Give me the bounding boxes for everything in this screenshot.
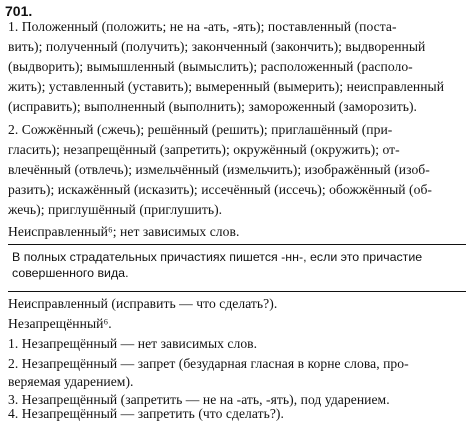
section1-line-2: вить); полученный (получить); законченный (закончить); выдворенный — [8, 39, 426, 54]
analysis2-line-2: Незапрещённый⁶. — [8, 316, 112, 331]
section2-line-5: жечь); приглушённый (приглушить). — [8, 202, 223, 217]
rule-line-2: совершенного вида. — [12, 266, 129, 280]
analysis2-line-1: Неисправленный (исправить — что сделать?). — [8, 296, 278, 311]
analysis2-line-6: 3. Незапрещённый (запретить — не на -ать, -ять), под ударением. — [8, 392, 390, 407]
analysis2-line-4: 2. Незапрещённый — запрет (безударная гласная в корне слова, про- — [8, 356, 409, 371]
section1-line-1: 1. Положенный (положить; не на -ать, -ять); поставленный (поста- — [8, 19, 397, 34]
analysis2-line-7: 4. Незапрещённый — запретить (что сделать?). — [8, 406, 284, 421]
analysis-neispravlenny: Неисправленный⁶; нет зависимых слов. — [8, 224, 240, 239]
section1-line-3: (выдворить); вымышленный (вымыслить); расположенный (располо- — [8, 59, 413, 74]
section2-line-2: гласить); незапрещённый (запретить); окружённый (окружить); от- — [8, 142, 400, 157]
exercise-number: 701. — [5, 3, 33, 19]
section1-line-5: (исправить); выполненный (выполнить); замороженный (заморозить). — [8, 99, 418, 114]
analysis2-line-5: веряемая ударением). — [8, 374, 134, 389]
section2-line-3: влечённый (отвлечь); измельчённый (измельчить); изображённый (изоб- — [8, 162, 430, 177]
rule-line-1: В полных страдательных причастиях пишется -нн-, если это причастие — [12, 250, 423, 264]
analysis2-line-3: 1. Незапрещённый — нет зависимых слов. — [8, 336, 258, 351]
section1-line-4: жить); уставленный (уставить); вымеренный (вымерить); неисправленный — [8, 79, 445, 94]
section2-line-1: 2. Сожжённый (сжечь); решённый (решить); приглашённый (при- — [8, 122, 393, 137]
section2-line-4: разить); искажённый (исказить); иссечённый (иссечь); обожжённый (об- — [8, 182, 433, 197]
